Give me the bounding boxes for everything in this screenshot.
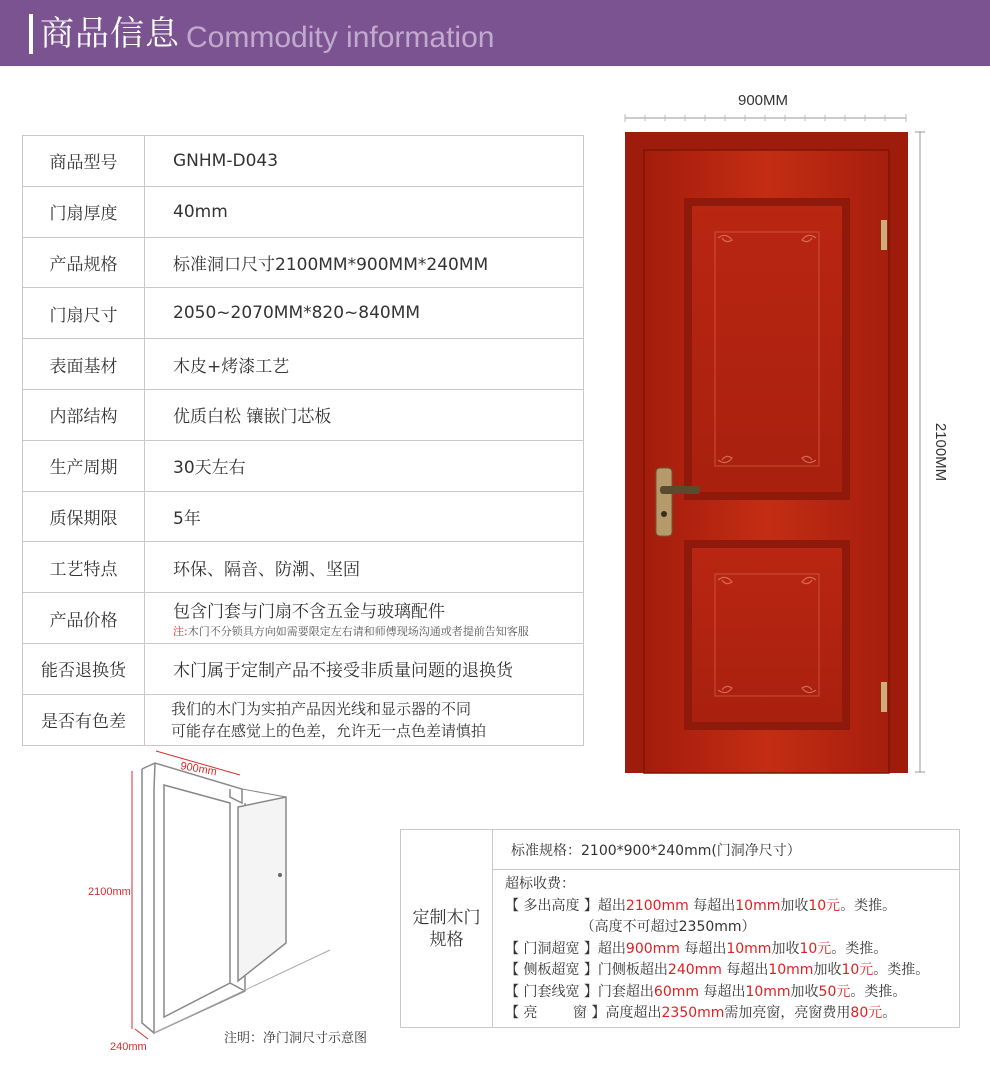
diagram-image [80,745,400,1065]
spec-value: 2050~2070MM*820~840MM [145,288,584,338]
header-band [0,0,990,66]
spec-value: 环保、隔音、防潮、坚固 [145,542,584,592]
custom-title-line2: 规格 [429,929,464,950]
diagram-height-label: 2100mm [88,886,131,898]
diagram-width-label: 900mm [179,760,218,779]
price-note [173,623,583,639]
table-row [22,441,584,492]
fee-line: 【 门洞超宽 】超出900mm 每超出10mm加收10元。类推。 [505,940,888,957]
diagram-depth-label: 240mm [110,1041,147,1053]
table-row [22,492,584,543]
spec-label: 商品型号 [22,136,145,186]
fee-line: 【 多出高度 】超出2100mm 每超出10mm加收10元。类推。 [505,897,897,914]
price-value: 包含门套与门扇不含五金与玻璃配件 [173,602,445,623]
spec-label: 是否有色差 [22,695,145,745]
spec-value: 优质白松 镶嵌门芯板 [145,390,584,440]
door-handle-plate [656,468,672,536]
fee-line: （高度不可超过2350mm） [505,919,756,935]
custom-spec-table [400,829,960,1028]
spec-label: 门扇厚度 [22,187,145,237]
fee-line: 【 侧板超宽 】门侧板超出240mm 每超出10mm加收10元。类推。 [505,962,930,978]
table-row [22,542,584,593]
custom-fees [493,870,959,1027]
door-illustration [600,80,990,780]
spec-table [22,135,584,746]
table-row [22,288,584,339]
table-row [22,187,584,238]
price-note-prefix: 注: [173,625,188,639]
table-row [22,644,584,695]
spec-value: 30天左右 [145,441,584,491]
table-row [22,695,584,746]
spec-value: 5年 [145,492,584,542]
header-subtitle: Commodity information [186,21,495,54]
door-height-label: 2100MM [932,422,949,482]
table-row [22,136,584,187]
table-row [22,339,584,390]
diagram-door-leaf [238,797,286,981]
door-image [600,80,990,780]
spec-label: 表面基材 [22,339,145,389]
spec-value [145,695,584,745]
door-hinge-bottom-icon [881,682,887,712]
fee-line: 【 亮 窗 】高度超出2350mm需加亮窗，亮窗费用80元。 [505,1005,897,1021]
color-note-line2: 可能存在感觉上的色差，允许无一点色差请慎拍 [171,721,487,740]
spec-label: 门扇尺寸 [22,288,145,338]
header-title: 商品信息 [40,14,180,54]
custom-standard: 标准规格：2100*900*240mm(门洞净尺寸） [493,830,959,870]
spec-label: 产品价格 [22,593,145,643]
spec-label: 产品规格 [22,238,145,288]
custom-title [401,830,493,1027]
table-row [22,390,584,441]
spec-value [145,593,584,643]
spec-label: 生产周期 [22,441,145,491]
door-handle-lever-icon [660,486,700,494]
door-hinge-top-icon [881,220,887,250]
table-row [22,238,584,289]
door-opening-diagram [80,745,400,1065]
spec-label: 质保期限 [22,492,145,542]
diagram-caption: 注明：净门洞尺寸示意图 [224,1031,368,1046]
custom-body [493,830,959,1027]
spec-value: 40mm [145,187,584,237]
fee-line: 【 门套线宽 】门套超出60mm 每超出10mm加收50元。类推。 [505,983,907,1000]
table-row [22,593,584,644]
spec-value: GNHM-D043 [145,136,584,186]
diagram-frame [142,763,245,1033]
custom-title-line1: 定制木门 [412,907,481,928]
spec-value: 木门属于定制产品不接受非质量问题的退换货 [145,644,584,694]
color-note-line1: 我们的木门为实拍产品因光线和显示器的不同 [171,699,472,718]
fee-title: 超标收费： [505,876,575,892]
spec-value: 标准洞口尺寸2100MM*900MM*240MM [145,238,584,288]
spec-label: 内部结构 [22,390,145,440]
price-note-text: 木门不分锁具方向如需要限定左右请和师傅现场沟通或者提前告知客服 [187,625,529,639]
spec-value: 木皮+烤漆工艺 [145,339,584,389]
door-width-label: 900MM [737,92,789,109]
spec-label: 能否退换货 [22,644,145,694]
spec-label: 工艺特点 [22,542,145,592]
header-accent-bar [29,14,33,54]
